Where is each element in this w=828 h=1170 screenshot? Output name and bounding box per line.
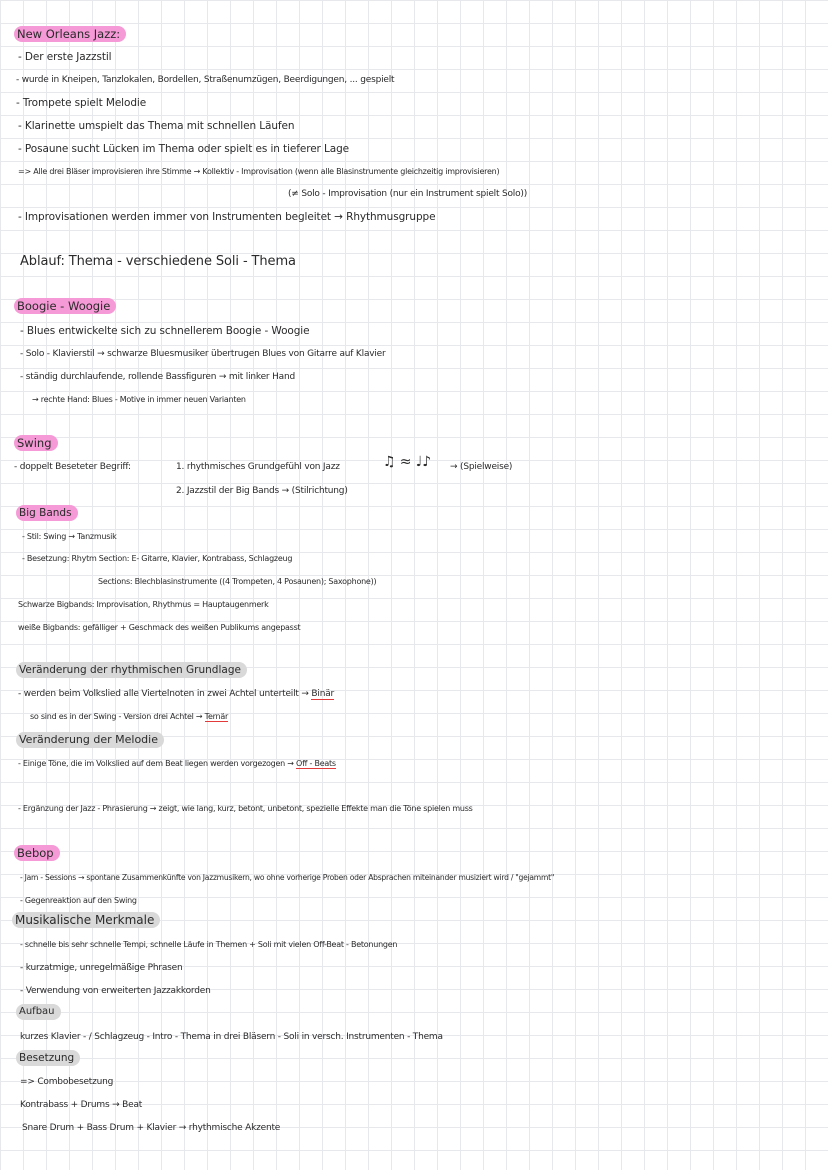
note-line: - Solo - Klavierstil → schwarze Bluesmusiker übertrugen Blues von Gitarre auf Klavier bbox=[20, 349, 386, 359]
note-line: - Improvisationen werden immer von Instrumenten begleitet → Rhythmusgruppe bbox=[18, 211, 436, 223]
note-line: => Combobesetzung bbox=[20, 1077, 114, 1087]
binaer-term: Binär bbox=[311, 689, 335, 699]
heading-swing: Swing bbox=[14, 435, 58, 451]
note-line: - Verwendung von erweiterten Jazzakkorden bbox=[20, 986, 211, 996]
offbeats-term: Off - Beats bbox=[296, 759, 336, 768]
swing-item-2: 2. Jazzstil der Big Bands → (Stilrichtung) bbox=[176, 486, 348, 496]
rhythmus-line-1 bbox=[18, 687, 334, 701]
swing-begriff: - doppelt Beseteter Begriff: bbox=[14, 462, 131, 472]
heading-big-bands: Big Bands bbox=[16, 505, 78, 521]
note-line: - wurde in Kneipen, Tanzlokalen, Bordellen, Straßenumzügen, Beerdigungen, ... gespielt bbox=[16, 75, 395, 85]
note-line: - Gegenreaktion auf den Swing bbox=[20, 896, 137, 905]
ablauf-line: Ablauf: Thema - verschiedene Soli - Thema bbox=[20, 254, 296, 269]
note-line: Snare Drum + Bass Drum + Klavier → rhythmische Akzente bbox=[22, 1123, 281, 1133]
note-line: - ständig durchlaufende, rollende Bassfiguren → mit linker Hand bbox=[20, 372, 295, 382]
rhythmus-text: so sind es in der Swing - Version drei Achtel → bbox=[30, 712, 203, 721]
note-line: - Stil: Swing → Tanzmusik bbox=[22, 532, 117, 541]
note-line: Kontrabass + Drums → Beat bbox=[20, 1100, 143, 1110]
note-line: kurzes Klavier - / Schlagzeug - Intro - Thema in drei Bläsern - Soli in versch. Instrumenten - Thema bbox=[20, 1032, 443, 1042]
note-line: - Blues entwickelte sich zu schnellerem Boogie - Woogie bbox=[20, 325, 310, 337]
note-line: - Besetzung: Rhytm Section: E- Gitarre, Klavier, Kontrabass, Schlagzeug bbox=[22, 554, 293, 563]
rhythmus-line-2 bbox=[30, 710, 228, 724]
melodie-text: - Einige Töne, die im Volkslied auf dem Beat liegen werden vorgezogen → bbox=[18, 759, 294, 768]
heading-bebop: Bebop bbox=[14, 845, 60, 861]
note-line: Sections: Blechblasinstrumente ((4 Trompeten, 4 Posaunen); Saxophone)) bbox=[98, 577, 377, 586]
swing-spielweise: → (Spielweise) bbox=[450, 462, 513, 472]
melodie-line-1 bbox=[18, 757, 336, 771]
note-line: - Jam - Sessions → spontane Zusammenkünfte von Jazzmusikern, wo ohne vorherige Proben oder Absprachen miteinander musiziert wird / "gejammt" bbox=[20, 873, 555, 882]
heading-new-orleans-jazz: New Orleans Jazz: bbox=[14, 26, 126, 42]
note-line: - Klarinette umspielt das Thema mit schnellen Läufen bbox=[18, 120, 295, 132]
rhythmus-text: - werden beim Volkslied alle Viertelnoten in zwei Achtel unterteilt → bbox=[18, 689, 309, 699]
note-line: (≠ Solo - Improvisation (nur ein Instrument spielt Solo)) bbox=[288, 189, 528, 199]
note-line: - kurzatmige, unregelmäßige Phrasen bbox=[20, 963, 183, 973]
note-line: Schwarze Bigbands: Improvisation, Rhythmus = Hauptaugenmerk bbox=[18, 600, 269, 609]
swing-notation-icon: ♫ ≈ ♩♪ bbox=[383, 454, 432, 470]
heading-musikalische-merkmale: Musikalische Merkmale bbox=[12, 912, 160, 928]
note-line: - Der erste Jazzstil bbox=[18, 51, 112, 63]
note-line: weiße Bigbands: gefälliger + Geschmack des weißen Publikums angepasst bbox=[18, 623, 301, 632]
note-line: - Trompete spielt Melodie bbox=[16, 97, 147, 109]
heading-aufbau: Aufbau bbox=[16, 1004, 61, 1020]
heading-rhythmische-grundlage: Veränderung der rhythmischen Grundlage bbox=[16, 662, 247, 678]
note-line: → rechte Hand: Blues - Motive in immer neuen Varianten bbox=[32, 395, 246, 404]
note-line: - Ergänzung der Jazz - Phrasierung → zeigt, wie lang, kurz, betont, unbetont, spezielle Effekte man die Töne spielen muss bbox=[18, 804, 473, 813]
heading-boogie-woogie: Boogie - Woogie bbox=[14, 298, 116, 314]
swing-item-1: 1. rhythmisches Grundgefühl von Jazz bbox=[176, 462, 340, 472]
note-line: - schnelle bis sehr schnelle Tempi, schnelle Läufe in Themen + Soli mit vielen Off-Beat - Betonungen bbox=[20, 940, 398, 949]
heading-besetzung: Besetzung bbox=[16, 1050, 80, 1066]
note-line: => Alle drei Bläser improvisieren ihre Stimme → Kollektiv - Improvisation (wenn alle Blasinstrumente gleichzeitig improvisieren) bbox=[18, 167, 500, 176]
heading-melodie: Veränderung der Melodie bbox=[16, 732, 164, 748]
ternaer-term: Ternär bbox=[204, 712, 229, 721]
note-line: - Posaune sucht Lücken im Thema oder spielt es in tieferer Lage bbox=[18, 143, 350, 155]
